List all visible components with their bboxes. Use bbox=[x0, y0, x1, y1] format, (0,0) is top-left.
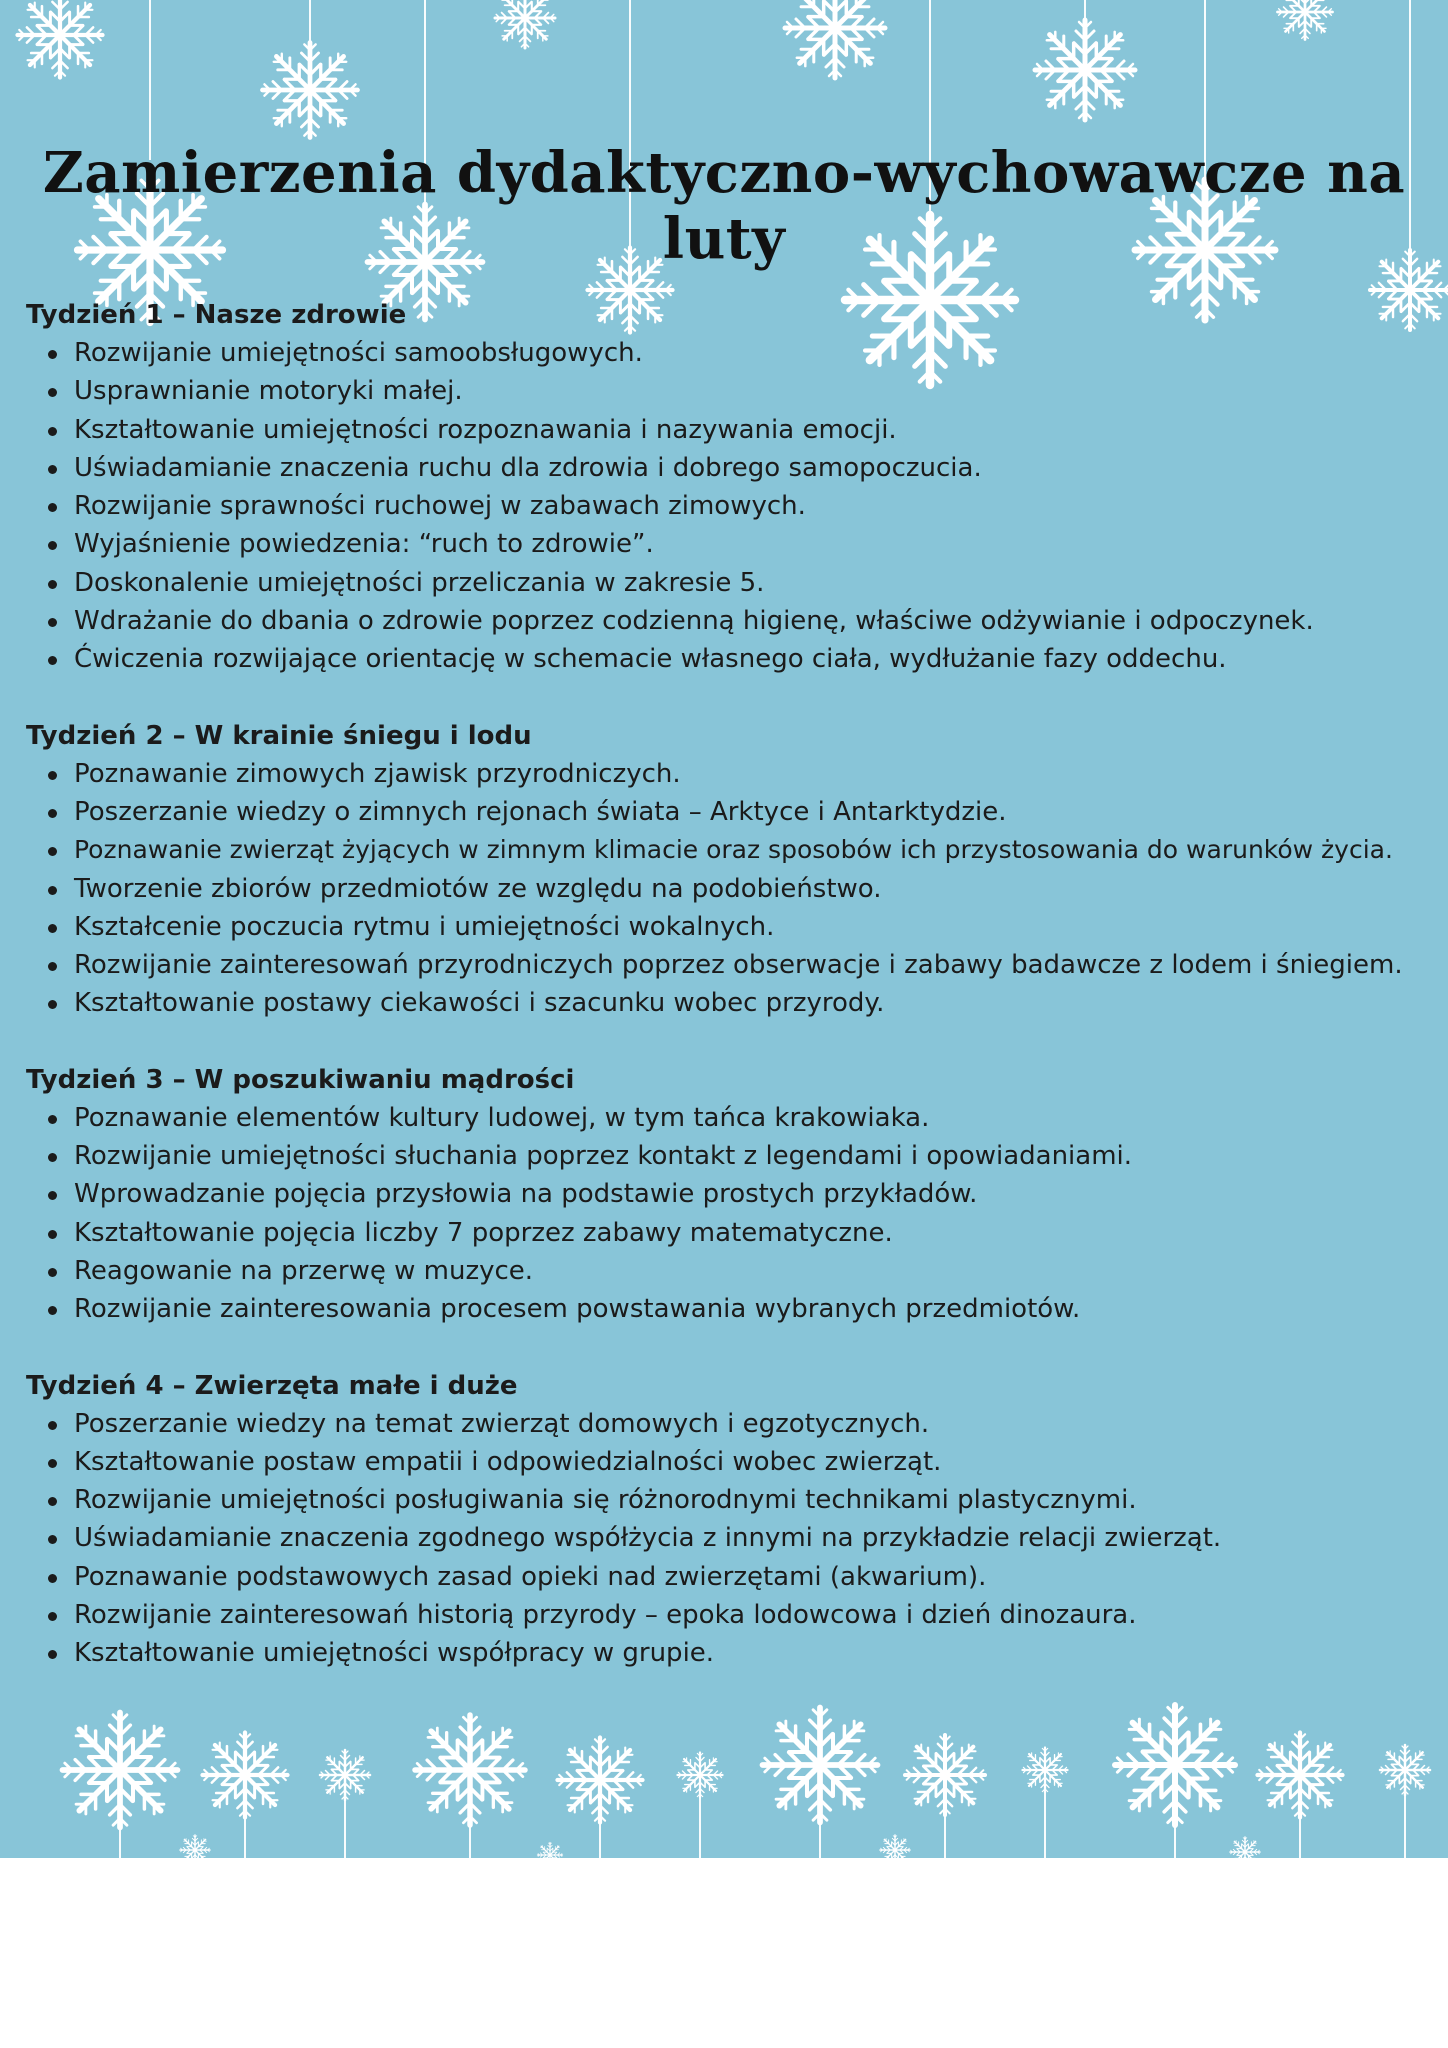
list-item: Poznawanie podstawowych zasad opieki nad zwierzętami (akwarium). bbox=[74, 1558, 1436, 1596]
list-item: Doskonalenie umiejętności przeliczania w zakresie 5. bbox=[74, 564, 1436, 602]
week-4-title: Tydzień 4 – Zwierzęta małe i duże bbox=[26, 1370, 518, 1401]
week-1 bbox=[26, 296, 1436, 679]
list-item: Poszerzanie wiedzy o zimnych rejonach świata – Arktyce i Antarktydzie. bbox=[74, 793, 1436, 831]
list-item: Tworzenie zbiorów przedmiotów ze względu na podobieństwo. bbox=[74, 870, 1436, 908]
list-item: Rozwijanie umiejętności posługiwania się różnorodnymi technikami plastycznymi. bbox=[74, 1481, 1436, 1519]
list-item: Poznawanie zwierząt żyjących w zimnym klimacie oraz sposobów ich przystosowania do warunków życia. bbox=[74, 831, 1436, 869]
list-item: Ćwiczenia rozwijające orientację w schemacie własnego ciała, wydłużanie fazy oddechu. bbox=[74, 640, 1436, 678]
week-3-list bbox=[26, 1099, 1436, 1329]
list-item: Kształcenie poczucia rytmu i umiejętności wokalnych. bbox=[74, 908, 1436, 946]
list-item: Wdrażanie do dbania o zdrowie poprzez codzienną higienę, właściwe odżywianie i odpoczynek. bbox=[74, 602, 1436, 640]
week-3-title: Tydzień 3 – W poszukiwaniu mądrości bbox=[26, 1064, 575, 1095]
page-title: Zamierzenia dydaktyczno-wychowawcze na luty bbox=[42, 140, 1406, 272]
list-item: Kształtowanie pojęcia liczby 7 poprzez zabawy matematyczne. bbox=[74, 1214, 1436, 1252]
week-4 bbox=[26, 1367, 1436, 1673]
list-item: Kształtowanie postawy ciekawości i szacunku wobec przyrody. bbox=[74, 984, 1436, 1022]
list-item: Rozwijanie umiejętności słuchania poprzez kontakt z legendami i opowiadaniami. bbox=[74, 1137, 1436, 1175]
list-item: Rozwijanie umiejętności samoobsługowych. bbox=[74, 334, 1436, 372]
week-2-list bbox=[26, 755, 1436, 1023]
list-item: Kształtowanie postaw empatii i odpowiedzialności wobec zwierząt. bbox=[74, 1443, 1436, 1481]
week-3 bbox=[26, 1061, 1436, 1329]
week-2-title: Tydzień 2 – W krainie śniegu i lodu bbox=[26, 720, 532, 751]
week-4-list bbox=[26, 1405, 1436, 1673]
list-item: Poszerzanie wiedzy na temat zwierząt domowych i egzotycznych. bbox=[74, 1405, 1436, 1443]
list-item: Rozwijanie sprawności ruchowej w zabawach zimowych. bbox=[74, 487, 1436, 525]
list-item: Rozwijanie zainteresowań przyrodniczych poprzez obserwacje i zabawy badawcze z lodem i śniegiem. bbox=[74, 946, 1436, 984]
list-item: Uświadamianie znaczenia ruchu dla zdrowia i dobrego samopoczucia. bbox=[74, 449, 1436, 487]
list-item: Kształtowanie umiejętności współpracy w grupie. bbox=[74, 1634, 1436, 1672]
list-item: Wprowadzanie pojęcia przysłowia na podstawie prostych przykładów. bbox=[74, 1175, 1436, 1213]
list-item: Poznawanie zimowych zjawisk przyrodniczych. bbox=[74, 755, 1436, 793]
list-item: Reagowanie na przerwę w muzyce. bbox=[74, 1252, 1436, 1290]
week-1-list bbox=[26, 334, 1436, 679]
list-item: Kształtowanie umiejętności rozpoznawania i nazywania emocji. bbox=[74, 411, 1436, 449]
weeks-content bbox=[26, 296, 1436, 1711]
list-item: Rozwijanie zainteresowania procesem powstawania wybranych przedmiotów. bbox=[74, 1290, 1436, 1328]
list-item: Rozwijanie zainteresowań historią przyrody – epoka lodowcowa i dzień dinozaura. bbox=[74, 1596, 1436, 1634]
list-item: Uświadamianie znaczenia zgodnego współżycia z innymi na przykładzie relacji zwierząt. bbox=[74, 1519, 1436, 1557]
list-item: Poznawanie elementów kultury ludowej, w tym tańca krakowiaka. bbox=[74, 1099, 1436, 1137]
list-item: Usprawnianie motoryki małej. bbox=[74, 372, 1436, 410]
page-margin-bottom bbox=[0, 1858, 1448, 2048]
week-2 bbox=[26, 717, 1436, 1023]
snowflake-row-bottom bbox=[0, 1680, 1448, 1858]
week-1-title: Tydzień 1 – Nasze zdrowie bbox=[26, 300, 407, 330]
list-item: Wyjaśnienie powiedzenia: “ruch to zdrowie”. bbox=[74, 525, 1436, 563]
